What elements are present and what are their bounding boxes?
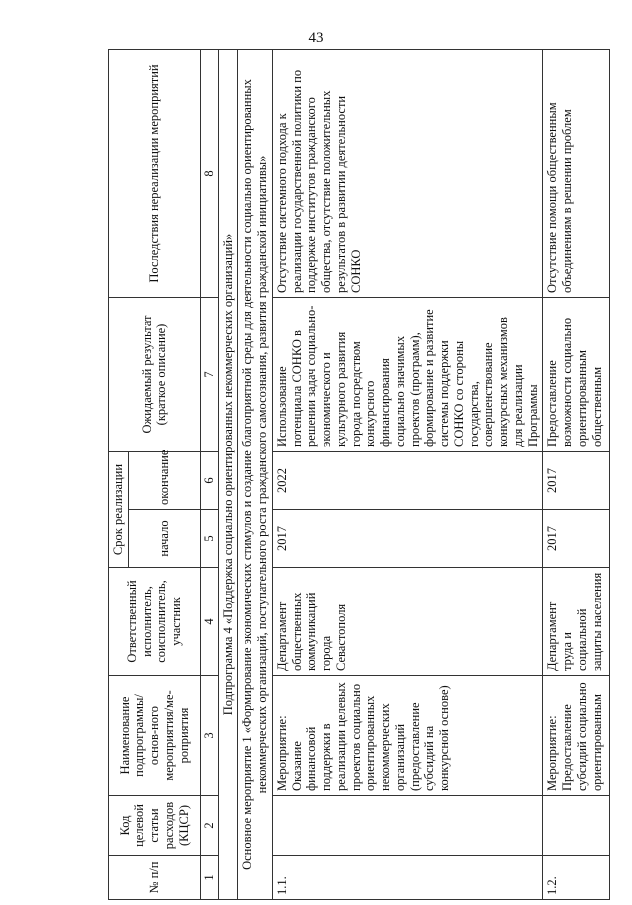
colnum-2: 2 <box>200 796 218 856</box>
row-end <box>543 451 610 509</box>
row-num: 1.1. <box>272 856 543 900</box>
row-executor: Департамент общественных коммуникаций города Севастополя <box>272 568 543 676</box>
program-events-table <box>108 49 610 900</box>
header-consequence: Последствия нереализации мероприятий <box>109 49 201 297</box>
header-name: Наименование подпрограммы/основ-ного мероприятия/ме-роприятия <box>109 676 201 796</box>
row-num-text: 1.2. <box>545 876 560 895</box>
row-start: 2017 <box>272 510 543 568</box>
header-start: начало <box>128 510 200 568</box>
subprogram-row <box>218 49 238 899</box>
main-event-title: Основное мероприятие 1 «Формирование экономических стимулов и создание благоприятной среды для деятельности социально ориентированных некоммерческих организаций, поступательного роста гражданского самосознания, развития гражданской инициативы» <box>238 49 273 899</box>
row-name-text: Мероприятие: Предоставление субсидий социально ориентированным <box>545 682 604 791</box>
header-num: № п/п <box>109 856 201 900</box>
row-result-text: Предоставление возможности социально ориентированным общественным <box>545 317 604 447</box>
row-num <box>543 856 610 900</box>
row-start-text: 2017 <box>545 526 560 551</box>
header-code: Код целевой статьи расходов (КЦСР) <box>109 796 201 856</box>
column-numbers-row <box>200 49 218 899</box>
header-executor: Ответственный исполнитель, соисполнитель, участник <box>109 568 201 676</box>
colnum-8: 8 <box>200 49 218 297</box>
table-row <box>543 49 610 899</box>
colnum-6: 6 <box>200 451 218 509</box>
page-number: 43 <box>308 30 324 46</box>
row-code <box>543 796 610 856</box>
row-start <box>543 510 610 568</box>
subprogram-title: Подпрограмма 4 «Поддержка социально ориентированных некоммерческих организаций» <box>218 49 238 899</box>
rotated-table-area <box>108 50 604 900</box>
colnum-1: 1 <box>200 856 218 900</box>
row-code <box>272 796 543 856</box>
row-executor <box>543 568 610 676</box>
row-result <box>543 297 610 451</box>
colnum-7: 7 <box>200 297 218 451</box>
row-consequence: Отсутствие системного подхода к реализации государственной политики по поддержке институтов гражданского общества, отсутствие положительных результатов в развитии деятельности СОНКО <box>272 49 543 297</box>
row-name <box>543 676 610 796</box>
header-end: окончание <box>128 451 200 509</box>
header-row-1 <box>109 49 129 899</box>
colnum-4: 4 <box>200 568 218 676</box>
colnum-5: 5 <box>200 510 218 568</box>
row-consequence <box>543 49 610 297</box>
colnum-3: 3 <box>200 676 218 796</box>
table-row <box>272 49 543 899</box>
row-result: Использование потенциала СОНКО в решении задач социально-экономического и культурного развития города посредством конкурсного финансирования социально значимых проектов (программ), формирование и развитие системы поддержки СОНКО со стороны государства, совершенствование конкурсных механизмов для реализации Программы <box>272 297 543 451</box>
main-event-row <box>238 49 273 899</box>
header-term: Срок реализации <box>109 451 129 567</box>
row-end: 2022 <box>272 451 543 509</box>
row-consequence-text: Отсутствие помощи общественным объединениям в решении проблем <box>545 102 574 293</box>
row-executor-text: Департамент труда и социальной защиты населения <box>545 572 604 671</box>
row-name: Мероприятие: Оказание финансовой поддержки в реализации целевых проектов социально ориентированных некоммерческих организаций (предоставление субсидий на конкурсной основе) <box>272 676 543 796</box>
row-end-text: 2017 <box>545 468 560 493</box>
header-result: Ожидаемый результат (краткое описание) <box>109 297 201 451</box>
row-code-text <box>545 800 607 851</box>
